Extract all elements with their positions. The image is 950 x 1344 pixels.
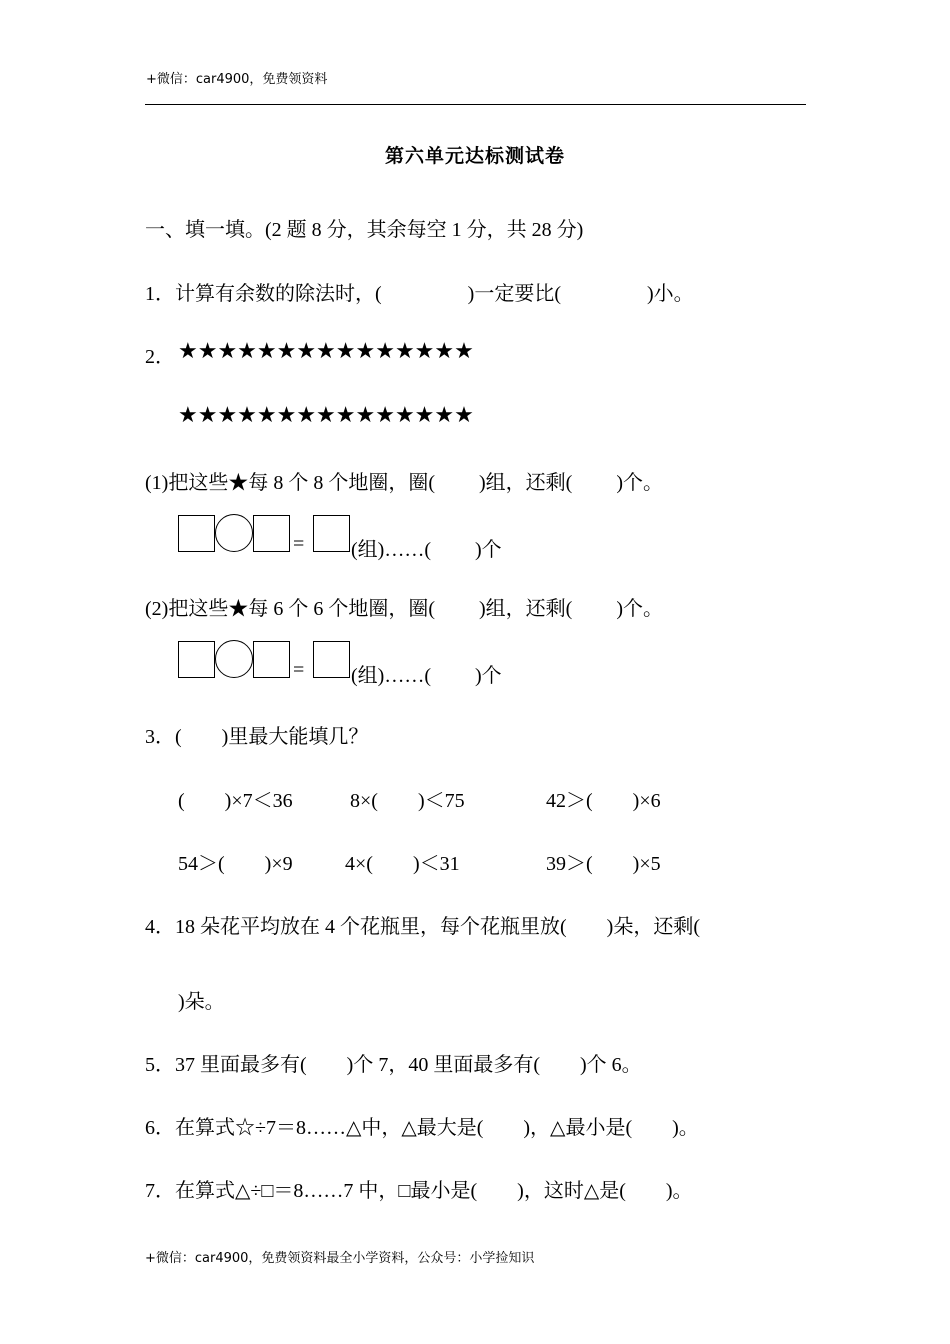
quotient-box[interactable] bbox=[313, 641, 350, 678]
equation-tail bbox=[351, 533, 502, 562]
question-1 bbox=[145, 277, 694, 306]
page-title: 第六单元达标测试卷 bbox=[384, 146, 565, 167]
q1-text-a: 计算有余数的除法时，( bbox=[175, 283, 382, 305]
q3-number: 3． bbox=[145, 726, 175, 748]
question-3 bbox=[145, 720, 368, 749]
question-7 bbox=[145, 1174, 693, 1203]
equation-tail bbox=[351, 659, 502, 688]
q3-text: ( )里最大能填几？ bbox=[175, 726, 369, 748]
page-footer-note: +微信：car4900，免费领资料最全小学资料，公众号：小学捡知识 bbox=[145, 1251, 535, 1266]
stars-row-1: ★★★★★★★★★★★★★★★ bbox=[178, 338, 474, 363]
dividend-box[interactable] bbox=[178, 515, 215, 552]
eq1-tail-b: )个 bbox=[474, 539, 502, 561]
stars-row-2: ★★★★★★★★★★★★★★★ bbox=[178, 402, 474, 427]
q3-row2-col3: 39＞( )×5 bbox=[546, 853, 661, 875]
dividend-box[interactable] bbox=[178, 641, 215, 678]
question-2-part-1 bbox=[145, 466, 663, 495]
question-6 bbox=[145, 1111, 699, 1140]
divisor-box[interactable] bbox=[253, 641, 290, 678]
q3-row1-col1: ( )×7＜36 bbox=[178, 790, 293, 812]
q3-row1-col3: 42＞( )×6 bbox=[546, 790, 661, 812]
operator-circle[interactable] bbox=[215, 514, 253, 552]
q3-row2-col2: 4×( )＜31 bbox=[345, 853, 460, 875]
page-header-note: +微信：car4900，免费领资料 bbox=[146, 72, 328, 87]
q2p1-prefix: (1)把这些★每 8 个 8 个地圈，圈( bbox=[145, 472, 435, 494]
question-5 bbox=[145, 1048, 642, 1077]
section-heading: 一、填一填。(2 题 8 分，其余每空 1 分，共 28 分) bbox=[145, 219, 584, 241]
equals-sign: = bbox=[293, 533, 305, 555]
q3-row2-col1: 54＞( )×9 bbox=[178, 853, 293, 875]
q4-text: 18 朵花平均放在 4 个花瓶里，每个花瓶里放( )朵，还剩( bbox=[175, 916, 700, 938]
q1-text-b: )一定要比( bbox=[467, 283, 561, 305]
q1-number: 1． bbox=[145, 283, 175, 305]
q3-row1-col2: 8×( )＜75 bbox=[350, 790, 465, 812]
q6-number: 6． bbox=[145, 1117, 175, 1139]
divisor-box[interactable] bbox=[253, 515, 290, 552]
quotient-box[interactable] bbox=[313, 515, 350, 552]
q6-text: 在算式☆÷7＝8……△中，△最大是( )，△最小是( )。 bbox=[175, 1117, 699, 1139]
q4-number: 4． bbox=[145, 916, 175, 938]
question-2-number: 2． bbox=[145, 346, 175, 368]
q2p2-suffix: )个。 bbox=[616, 598, 663, 620]
q2p2-mid: )组，还剩( bbox=[478, 598, 573, 620]
q2p1-mid: )组，还剩( bbox=[478, 472, 573, 494]
q7-number: 7． bbox=[145, 1180, 175, 1202]
q1-text-c: )小。 bbox=[647, 283, 694, 305]
q4-continuation: )朵。 bbox=[178, 991, 225, 1013]
header-rule bbox=[145, 104, 806, 105]
eq2-tail-b: )个 bbox=[474, 665, 502, 687]
operator-circle[interactable] bbox=[215, 640, 253, 678]
q5-text: 37 里面最多有( )个 7，40 里面最多有( )个 6。 bbox=[175, 1054, 642, 1076]
eq1-tail-a: (组)……( bbox=[351, 539, 431, 561]
question-2-part-2 bbox=[145, 592, 663, 621]
q7-text: 在算式△÷□＝8……7 中，□最小是( )，这时△是( )。 bbox=[175, 1180, 693, 1202]
equals-sign: = bbox=[293, 659, 305, 681]
q5-number: 5． bbox=[145, 1054, 175, 1076]
q2p1-suffix: )个。 bbox=[616, 472, 663, 494]
eq2-tail-a: (组)……( bbox=[351, 665, 431, 687]
q2p2-prefix: (2)把这些★每 6 个 6 个地圈，圈( bbox=[145, 598, 435, 620]
question-4 bbox=[145, 910, 700, 939]
